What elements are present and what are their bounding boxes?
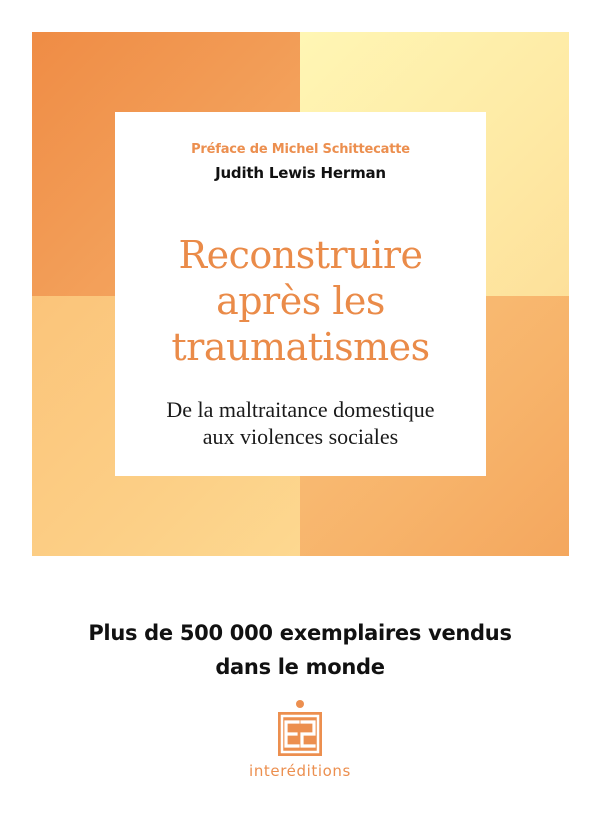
tagline-line: dans le monde bbox=[215, 655, 385, 679]
subtitle-line: De la maltraitance domestique bbox=[166, 397, 435, 422]
author-name: Judith Lewis Herman bbox=[215, 164, 386, 182]
preface-credit: Préface de Michel Schittecatte bbox=[191, 142, 410, 157]
title-panel bbox=[115, 112, 486, 476]
publisher-block bbox=[0, 698, 600, 780]
title-line: après les bbox=[216, 279, 385, 323]
title-line: Reconstruire bbox=[178, 233, 423, 277]
tagline-line: Plus de 500 000 exemplaires vendus bbox=[88, 621, 512, 645]
title-line: traumatismes bbox=[171, 325, 430, 369]
publisher-name: interéditions bbox=[249, 762, 351, 780]
sales-tagline bbox=[0, 616, 600, 684]
interEditions-logo-icon bbox=[272, 698, 328, 762]
subtitle-line: aux violences sociales bbox=[202, 424, 399, 449]
book-title bbox=[115, 232, 486, 370]
book-subtitle bbox=[115, 396, 486, 450]
